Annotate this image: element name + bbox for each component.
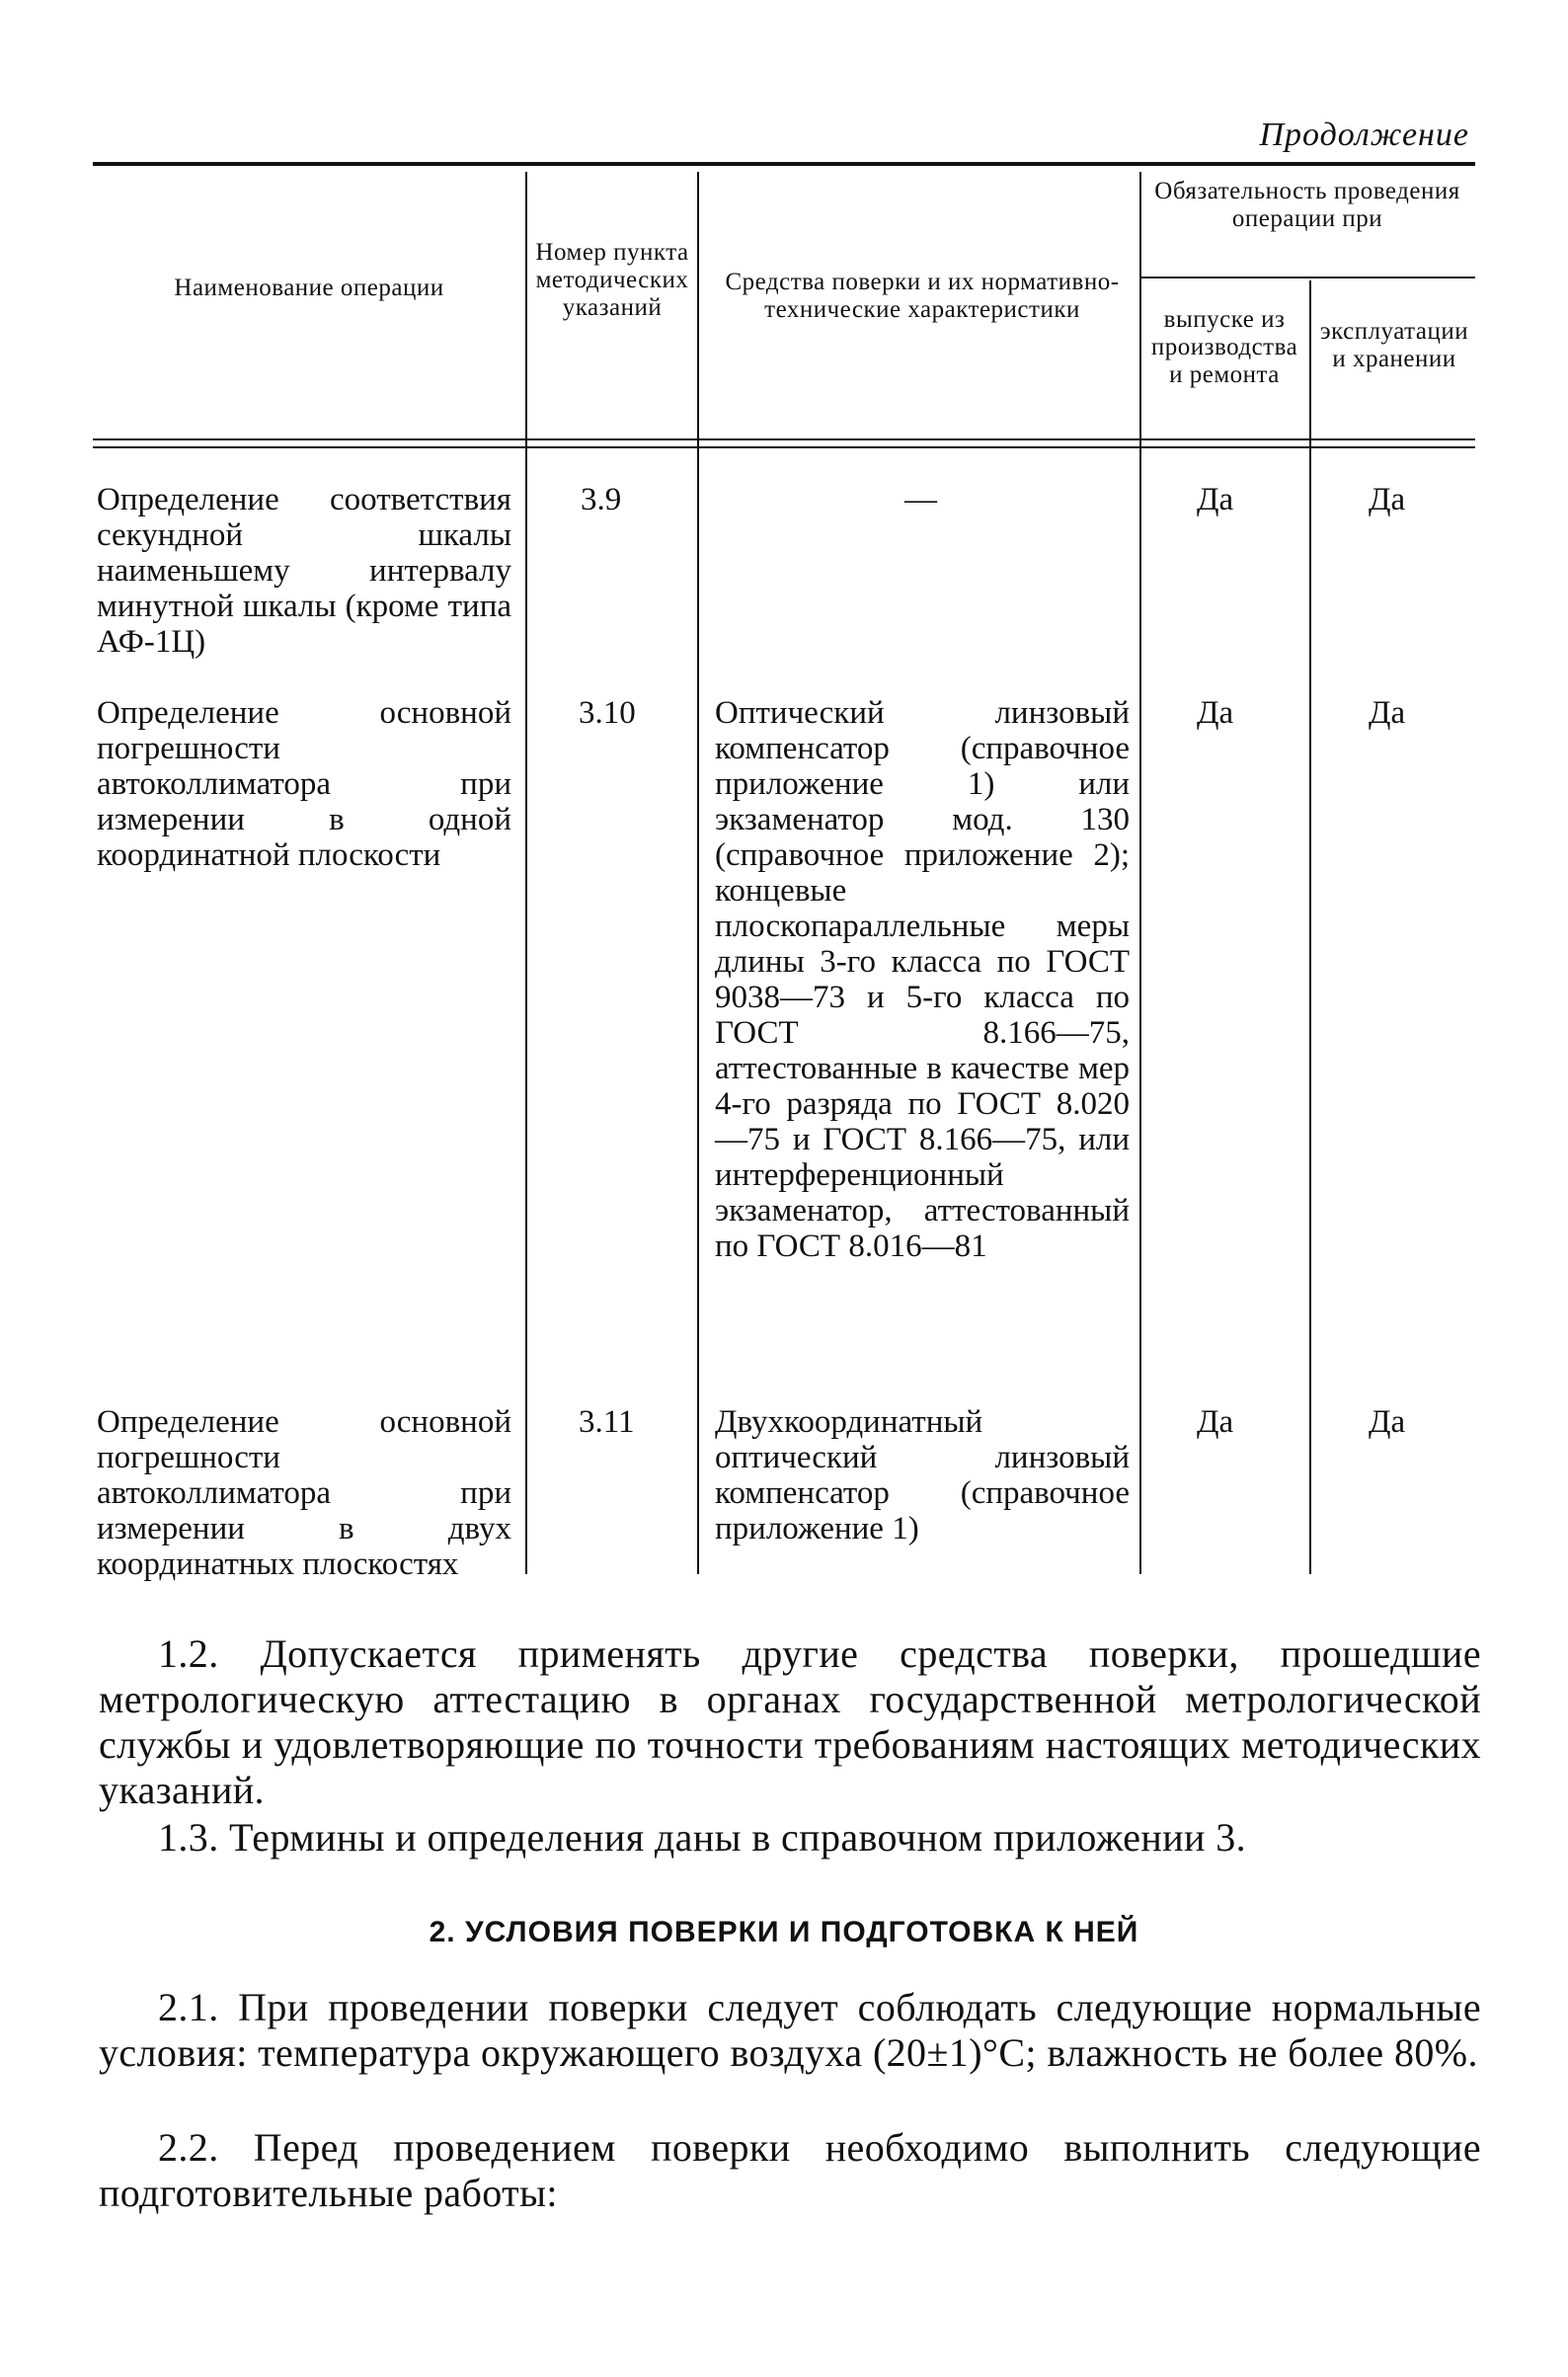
header-operation-storage: эксплуатации и хранении: [1319, 318, 1469, 372]
row-1-means: —: [904, 482, 937, 517]
paragraph-2-1: 2.1. При проведении поверки следует соблюдать следующие нормальные условия: температура окружающего воздуха (20±1)°С; влажность не более 80%.: [99, 1985, 1481, 2075]
paragraph-1-3: 1.3. Термины и определения даны в справочном приложении 3.: [158, 1815, 1247, 1860]
row-3-means: Двухкоординатный оптический линзовый компенсатор (справочное приложение 1): [715, 1404, 1130, 1546]
table-top-rule: [93, 162, 1475, 166]
row-2-operation: Определение основной погрешности автоколлиматора при измерении в одной координатной плоскости: [97, 695, 511, 873]
paragraph-2-2: 2.2. Перед проведением поверки необходимо выполнить следующие подготовительные работы:: [99, 2125, 1481, 2215]
row-2-release: Да: [1197, 695, 1234, 731]
row-2-service: Да: [1369, 695, 1406, 731]
header-obligation: Обязательность проведения операции при: [1154, 178, 1460, 232]
row-1-release: Да: [1197, 482, 1234, 517]
header-bottom-rule: [93, 438, 1475, 440]
row-2-number: 3.10: [579, 695, 636, 731]
row-3-service: Да: [1369, 1404, 1406, 1440]
row-3-number: 3.11: [579, 1404, 635, 1440]
col-divider-3: [1139, 172, 1141, 1574]
header-release: выпуске из производства и ремонта: [1150, 306, 1298, 388]
obligation-subheader-rule: [1139, 277, 1475, 278]
paragraph-1-2: 1.2. Допускается применять другие средства поверки, прошедшие метрологическую аттестацию в органах государственной метрологической службы и удовлетворяющие по точности требованиям настоящих методических указаний.: [99, 1631, 1481, 1812]
section-2-title: 2. УСЛОВИЯ ПОВЕРКИ И ПОДГОТОВКА К НЕЙ: [429, 1916, 1139, 1948]
row-3-operation: Определение основной погрешности автоколлиматора при измерении в двух координатных плоскостях: [97, 1404, 511, 1582]
operations-table: [93, 158, 1475, 1580]
row-1-operation: Определение соответствия секундной шкалы наименьшему интервалу минутной шкалы (кроме типа АФ-1Ц): [97, 482, 511, 660]
col-divider-1: [525, 172, 527, 1574]
row-2-means: Оптический линзовый компенсатор (справочное приложение 1) или экзаменатор мод. 130 (справочное приложение 2); концевые плоскопараллельные меры длины 3-го класса по ГОСТ 9038—73 и 5-го класса по ГОСТ 8.166—75, аттестованные в качестве мер 4-го разряда по ГОСТ 8.020—75 и ГОСТ 8.166—75, или интерференционный экзаменатор, аттестованный по ГОСТ 8.016—81: [715, 695, 1130, 1264]
col-divider-2: [697, 172, 699, 1574]
row-1-service: Да: [1369, 482, 1406, 517]
header-item-number: Номер пункта методических указаний: [535, 239, 689, 321]
row-3-release: Да: [1197, 1404, 1234, 1440]
row-1-number: 3.9: [581, 482, 622, 517]
header-means: Средства поверки и их нормативно-технические характеристики: [725, 269, 1120, 323]
continued-label: Продолжение: [1259, 117, 1469, 153]
header-bottom-rule-2: [93, 446, 1475, 448]
header-operation: Наименование операции: [174, 275, 444, 301]
col-divider-4: [1309, 280, 1311, 1574]
